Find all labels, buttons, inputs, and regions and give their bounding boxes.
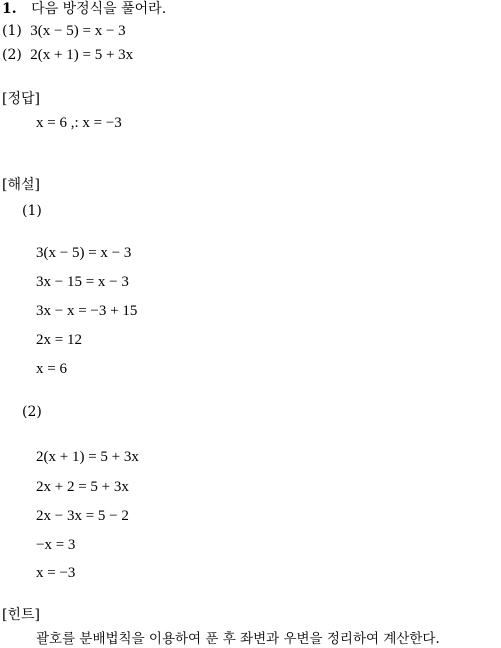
item-equation: 3(x − 5) = x − 3 xyxy=(30,23,126,39)
solution-step: 3x − 15 = x − 3 xyxy=(36,274,129,290)
solution-part-label: (1) xyxy=(22,203,42,219)
item-equation: 2(x + 1) = 5 + 3x xyxy=(30,47,134,63)
solution-step: 2x = 12 xyxy=(36,332,82,348)
solution-step: x = −3 xyxy=(36,565,76,581)
answer-text: x = 6 ,: x = −3 xyxy=(36,115,122,131)
solution-part-label: (2) xyxy=(22,404,42,420)
item-label: (2) xyxy=(2,47,22,63)
problem-instruction: 다음 방정식을 풀어라. xyxy=(31,1,167,17)
solution-step: 2x + 2 = 5 + 3x xyxy=(36,479,129,495)
problem-item xyxy=(2,22,126,40)
solution-step: 3x − x = −3 + 15 xyxy=(36,303,138,319)
solution-header: [해설] xyxy=(2,177,40,193)
solution-step: 3(x − 5) = x − 3 xyxy=(36,245,132,261)
solution-step: −x = 3 xyxy=(36,537,76,553)
hint-text: 괄호를 분배법칙을 이용하여 푼 후 좌변과 우변을 정리하여 계산한다. xyxy=(36,631,440,647)
hint-header: [힌트] xyxy=(2,607,40,623)
solution-step: 2x − 3x = 5 − 2 xyxy=(36,508,129,524)
item-label: (1) xyxy=(2,23,22,39)
problem-header xyxy=(2,0,166,18)
problem-number: 1. xyxy=(2,1,17,17)
problem-item xyxy=(2,46,133,64)
solution-step: x = 6 xyxy=(36,361,67,377)
answer-header: [정답] xyxy=(2,91,40,107)
solution-step: 2(x + 1) = 5 + 3x xyxy=(36,449,139,465)
